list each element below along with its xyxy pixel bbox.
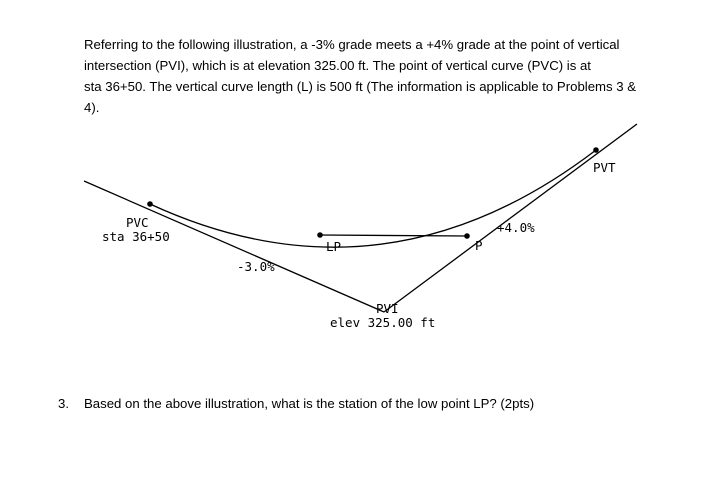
question-text: Based on the above illustration, what is the station of the low point LP? (2pts) <box>84 396 535 411</box>
p-point <box>464 233 470 239</box>
pvi-elevation-label: elev 325.00 ft <box>330 315 436 330</box>
lp-p-line <box>320 235 467 236</box>
pvc-label: PVC <box>126 215 149 230</box>
pvc-station-label: sta 36+50 <box>102 229 170 244</box>
intro-line-2: intersection (PVI), which is at elevation 325.00 ft. The point of vertical curve (PVC) is at <box>84 58 591 73</box>
grade-in-label: -3.0% <box>237 259 275 274</box>
p-label: P <box>475 238 483 253</box>
intro-line-1: Referring to the following illustration, a -3% grade meets a +4% grade at the point of vertical <box>84 37 620 52</box>
pvi-label: PVI <box>376 301 399 316</box>
lp-label: LP <box>326 239 342 254</box>
pvc-point <box>147 201 153 207</box>
lp-point <box>317 232 323 238</box>
pvt-label: PVT <box>593 160 616 175</box>
intro-line-4: 4). <box>84 100 100 115</box>
tangent-out-line <box>384 124 637 312</box>
question-3 <box>58 393 534 414</box>
intro-line-3: sta 36+50. The vertical curve length (L) is 500 ft (The information is applicable to Problems 3 & <box>84 79 637 94</box>
question-number: 3. <box>58 396 69 411</box>
pvt-point <box>593 147 599 153</box>
grade-out-label: +4.0% <box>497 220 535 235</box>
